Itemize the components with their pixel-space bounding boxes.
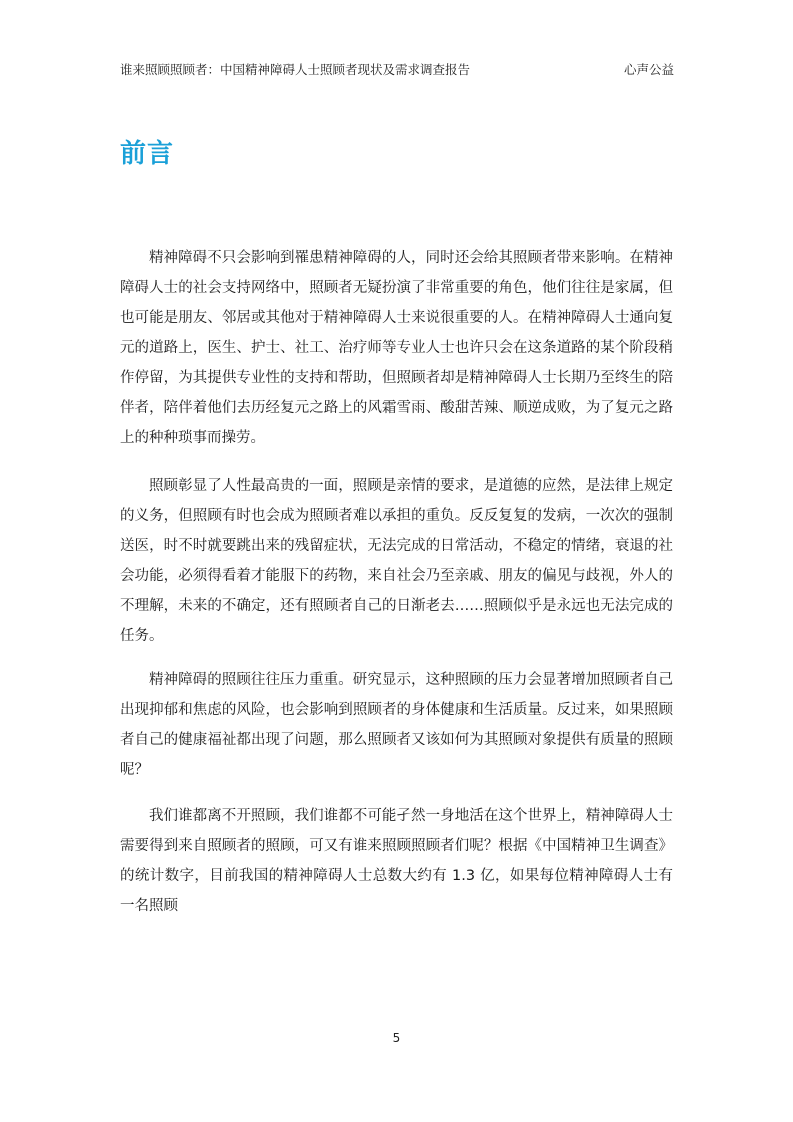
paragraph: 我们谁都离不开照顾，我们谁都不可能孑然一身地活在这个世界上，精神障碍人士需要得到来自照顾者的照顾，可又有谁来照顾照顾者们呢？根据《中国精神卫生调查》的统计数字，目前我国的精神障碍人士总数大约有 1.3 亿，如果每位精神障碍人士有一名照顾 (120, 808, 673, 914)
report-title: 谁来照顾照顾者：中国精神障碍人士照顾者现状及需求调查报告 (120, 62, 471, 77)
paragraph: 精神障碍的照顾往往压力重重。研究显示，这种照顾的压力会显著增加照顾者自己出现抑郁和焦虑的风险，也会影响到照顾者的身体健康和生活质量。反过来，如果照顾者自己的健康福祉都出现了问题，那么照顾者又该如何为其照顾对象提供有质量的照顾呢？ (120, 672, 673, 778)
page-number: 5 (392, 1031, 401, 1045)
body-text (120, 243, 673, 939)
page-header (120, 60, 674, 80)
paragraph: 精神障碍不只会影响到罹患精神障碍的人，同时还会给其照顾者带来影响。在精神障碍人士的社会支持网络中，照顾者无疑扮演了非常重要的角色，他们往往是家属，但也可能是朋友、邻居或其他对于精神障碍人士来说很重要的人。在精神障碍人士通向复元的道路上，医生、护士、社工、治疗师等专业人士也许只会在这条道路的某个阶段稍作停留，为其提供专业性的支持和帮助，但照顾者却是精神障碍人士长期乃至终生的陪伴者，陪伴着他们去历经复元之路上的风霜雪雨、酸甜苦辣、顺逆成败，为了复元之路上的种种琐事而操劳。 (120, 250, 673, 446)
section-heading: 前言 (120, 139, 175, 169)
organization-name: 心声公益 (623, 62, 674, 77)
paragraph: 照顾彰显了人性最高贵的一面，照顾是亲情的要求，是道德的应然，是法律上规定的义务，但照顾有时也会成为照顾者难以承担的重负。反反复复的发病，一次次的强制送医，时不时就要跳出来的残留症状，无法完成的日常活动，不稳定的情绪，衰退的社会功能，必须得看着才能服下的药物，来自社会乃至亲戚、朋友的偏见与歧视，外人的不理解，未来的不确定，还有照顾者自己的日渐老去……照顾似乎是永远也无法完成的任务。 (120, 478, 673, 644)
